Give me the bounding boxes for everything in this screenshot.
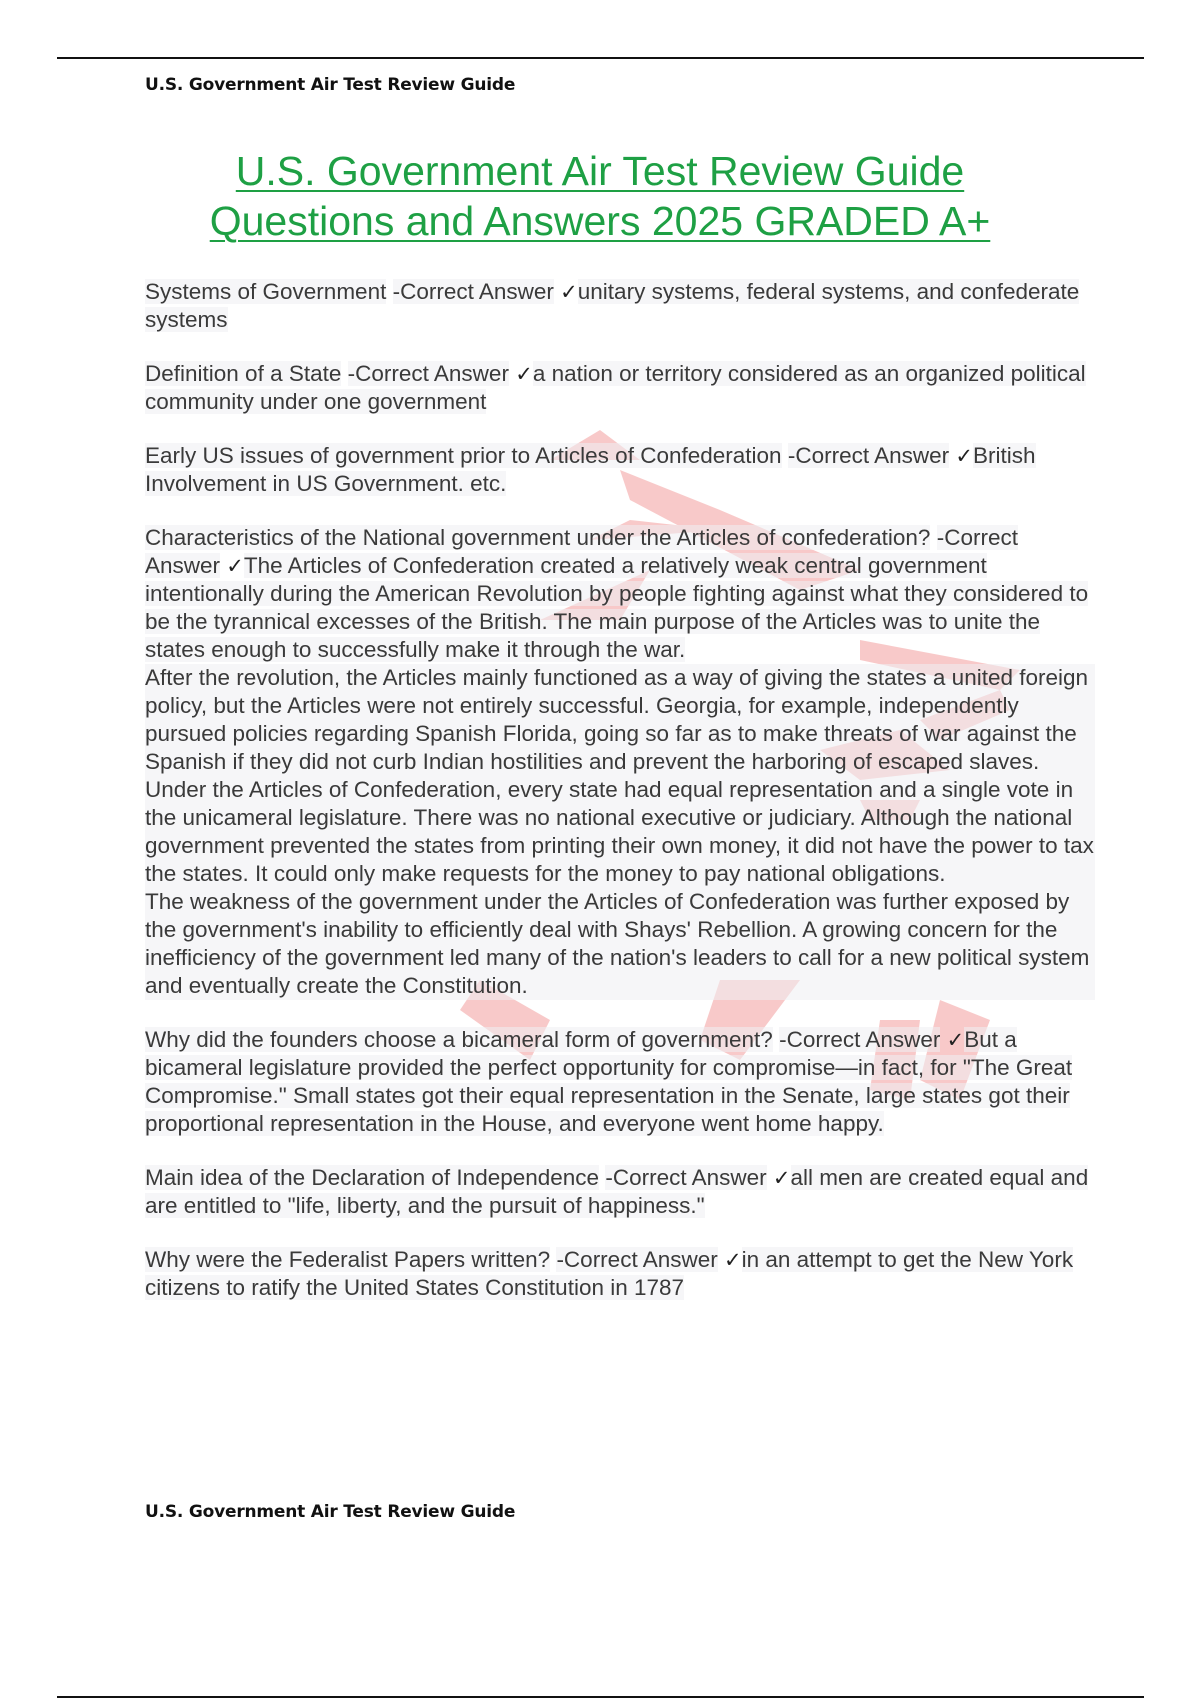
answer-text: in an attempt to get the New York citizens to ratify the United States Constitution in 1787 — [145, 1247, 1074, 1300]
answer-text: all men are created equal and are entitled to "life, liberty, and the pursuit of happiness." — [145, 1165, 1089, 1218]
top-rule — [57, 57, 1144, 59]
question-text: Definition of a State — [145, 361, 342, 386]
question-text: Systems of Government — [145, 279, 387, 304]
qa-list — [145, 278, 1095, 1328]
answer-text: British Involvement in US Government. etc. — [145, 443, 1036, 496]
qa-item — [145, 278, 1095, 334]
checkmark-icon: ✓ — [946, 1028, 965, 1052]
qa-item — [145, 360, 1095, 416]
title-line-2: Questions and Answers 2025 GRADED A+ — [209, 198, 991, 244]
correct-answer-label: -Correct Answer — [392, 279, 554, 304]
question-text: Why did the founders choose a bicameral form of government? — [145, 1027, 773, 1052]
title-line-1: U.S. Government Air Test Review Guide — [235, 148, 965, 194]
checkmark-icon: ✓ — [226, 554, 244, 578]
answer-text: The weakness of the government under the Articles of Confederation was further exposed by the government's inability to efficiently deal with Shays' Rebellion. A growing concern for the inefficiency of the government led many of the nation's leaders to call for a new political system and eventually create the Constitution. — [145, 888, 1095, 1000]
correct-answer-label: -Correct Answer — [779, 1027, 941, 1052]
qa-item — [145, 1164, 1095, 1220]
correct-answer-label: -Correct Answer — [605, 1165, 767, 1190]
question-text: Why were the Federalist Papers written? — [145, 1247, 551, 1272]
qa-item — [145, 442, 1095, 498]
answer-text: Under the Articles of Confederation, every state had equal representation and a single vote in the unicameral legislature. There was no national executive or judiciary. Although the national government prevented the states from printing their own money, it did not have the power to tax the states. It could only make requests for the money to pay national obligations. — [145, 777, 1094, 886]
answer-text: The Articles of Confederation created a relatively weak central government intentionally during the American Revolution by people fighting against what they considered to be the tyrannical excesses of the British. The main purpose of the Articles was to unite the states enough to successfully make it through the war. — [145, 553, 1089, 662]
correct-answer-label: -Correct Answer — [145, 525, 1018, 578]
qa-item — [145, 1026, 1095, 1138]
checkmark-icon: ✓ — [955, 444, 973, 468]
document-title — [100, 146, 1100, 246]
running-footer: U.S. Government Air Test Review Guide — [145, 1502, 516, 1522]
checkmark-icon: ✓ — [515, 362, 533, 386]
checkmark-icon: ✓ — [772, 1166, 791, 1190]
checkmark-icon: ✓ — [724, 1248, 742, 1272]
correct-answer-label: -Correct Answer — [347, 361, 509, 386]
question-text: Main idea of the Declaration of Independence — [145, 1165, 600, 1190]
running-header: U.S. Government Air Test Review Guide — [145, 75, 516, 95]
question-text: Characteristics of the National government under the Articles of confederation? — [145, 525, 931, 550]
answer-text: After the revolution, the Articles mainly functioned as a way of giving the states a united foreign policy, but the Articles were not entirely successful. Georgia, for example, independently pursued policies regarding Spanish Florida, going so far as to make threats of war against the Spanish if they did not curb Indian hostilities and prevent the harboring of escaped slaves. — [145, 664, 1095, 776]
question-text: Early US issues of government prior to Articles of Confederation — [145, 443, 782, 468]
bottom-rule — [57, 1696, 1144, 1698]
answer-text: But a bicameral legislature provided the perfect opportunity for compromise—in fact, for "The Great Compromise." Small states got their equal representation in the Senate, large states got their proportional representation in the House, and everyone went home happy. — [145, 1027, 1073, 1136]
answer-text: unitary systems, federal systems, and confederate systems — [145, 279, 1080, 332]
checkmark-icon: ✓ — [560, 280, 578, 304]
correct-answer-label: -Correct Answer — [787, 443, 950, 468]
answer-text: a nation or territory considered as an organized political community under one government — [145, 361, 1086, 414]
qa-item — [145, 1246, 1095, 1302]
correct-answer-label: -Correct Answer — [556, 1247, 718, 1272]
qa-item — [145, 524, 1095, 1000]
